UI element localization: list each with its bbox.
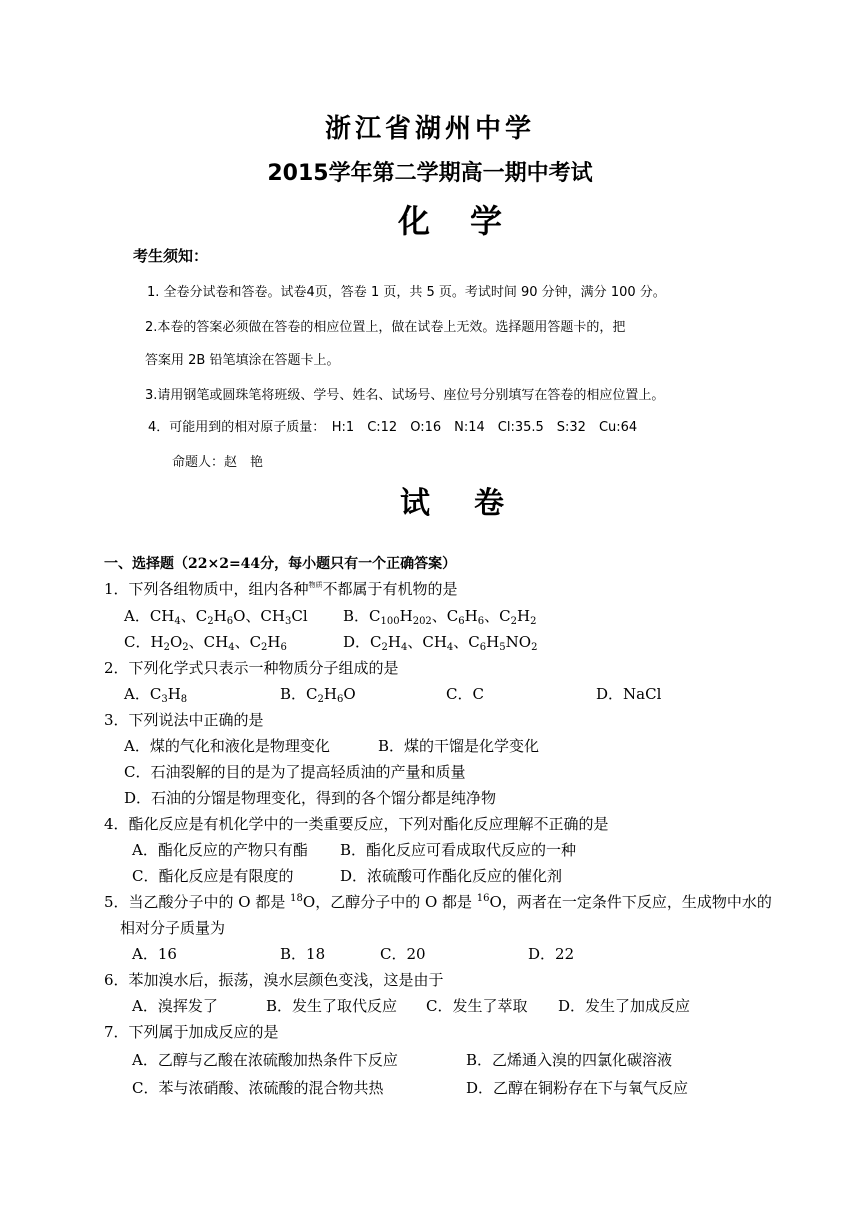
- question-1-option-c: C．$H_2O_2$、$CH_4$、$C_2H_6$: [124, 633, 287, 653]
- question-4-option-a: A．酯化反应的产物只有酯: [132, 841, 308, 859]
- question-5-stem: 5．当乙酸分子中的 O 都是 $^{18}$O，乙醇分子中的 O 都是 $^{16}$O，两者在一定条件下反应，生成物中水的: [104, 893, 772, 911]
- question-2-stem: 2．下列化学式只表示一种物质分子组成的是: [104, 659, 399, 677]
- question-3-option-d: D．石油的分馏是物理变化，得到的各个馏分都是纯净物: [124, 789, 497, 807]
- subject-title: 化学: [397, 202, 542, 240]
- question-6-option-d: D．发生了加成反应: [558, 997, 691, 1015]
- question-7-stem: 7．下列属于加成反应的是: [104, 1023, 279, 1041]
- school-name: 浙江省湖州中学: [324, 114, 535, 144]
- question-3-option-c: C．石油裂解的目的是为了提高轻质油的产量和质量: [124, 763, 466, 781]
- question-4-option-c: C．酯化反应是有限度的: [132, 867, 294, 885]
- question-6-option-a: A．溴挥发了: [132, 997, 218, 1015]
- question-2-option-d: D．NaCl: [596, 685, 662, 703]
- question-2-option-c: C．C: [446, 685, 484, 703]
- question-4-option-d: D．浓硫酸可作酯化反应的催化剂: [340, 867, 563, 885]
- question-2-option-a: A．$C_3H_8$: [124, 685, 188, 705]
- notice-item-2: 2.本卷的答案必须做在答卷的相应位置上，做在试卷上无效。选择题用答题卡的，把: [145, 320, 626, 335]
- question-1-option-d: D．$C_2H_4$、$CH_4$、$C_6H_5NO_2$: [343, 633, 538, 653]
- question-2-option-b: B．$C_2H_6O$: [280, 685, 356, 705]
- question-4-option-b: B．酯化反应可看成取代反应的一种: [340, 841, 577, 859]
- notice-heading: 考生须知：: [133, 247, 209, 265]
- paper-title: 试卷: [400, 486, 548, 521]
- question-1-option-a: A．$CH_4$、$C_2H_6O$、$CH_3Cl$: [124, 607, 308, 627]
- question-6-stem: 6．苯加溴水后，振荡，溴水层颜色变浅，这是由于: [104, 971, 444, 989]
- question-7-option-a: A．乙醇与乙酸在浓硫酸加热条件下反应: [132, 1051, 398, 1069]
- notice-item-2-cont: 答案用 2B 铅笔填涂在答题卡上。: [145, 353, 340, 368]
- notice-item-4: 4．可能用到的相对原子质量： H:1 C:12 O:16 N:14 Cl:35.5 S:32 Cu:64: [148, 420, 638, 435]
- question-7-option-b: B．乙烯通入溴的四氯化碳溶液: [466, 1051, 673, 1069]
- notice-author: 命题人：赵 艳: [172, 455, 264, 470]
- notice-item-3: 3.请用钢笔或圆珠笔将班级、学号、姓名、试场号、座位号分别填写在答卷的相应位置上。: [145, 388, 665, 403]
- question-5-option-b: B．18: [280, 945, 326, 963]
- notice-item-1: 1. 全卷分试卷和答卷。试卷4页，答卷 1 页，共 5 页。考试时间 90 分钟，满分 100 分。: [147, 285, 666, 300]
- question-3-stem: 3．下列说法中正确的是: [104, 711, 264, 729]
- question-6-option-c: C．发生了萃取: [426, 997, 528, 1015]
- question-3-option-a: A．煤的气化和液化是物理变化: [124, 737, 330, 755]
- question-5-option-c: C．20: [380, 945, 426, 963]
- question-6-option-b: B．发生了取代反应: [266, 997, 398, 1015]
- question-5-option-d: D．22: [528, 945, 575, 963]
- question-5-option-a: A．16: [132, 945, 177, 963]
- question-5-stem-cont: 相对分子质量为: [120, 919, 226, 937]
- question-1-option-b: B．$C_{100}H_{202}$、$C_6H_6$、$C_2H_2$: [343, 607, 537, 627]
- question-7-option-d: D．乙醇在铜粉存在下与氧气反应: [466, 1079, 689, 1097]
- question-4-stem: 4．酯化反应是有机化学中的一类重要反应，下列对酯化反应理解不正确的是: [104, 815, 609, 833]
- question-1-stem: 1．下列各组物质中，组内各种$^{物质}$不都属于有机物的是: [104, 580, 458, 598]
- section-heading: 一、选择题（22×2=44分，每小题只有一个正确答案）: [104, 556, 457, 572]
- question-7-option-c: C．苯与浓硝酸、浓硫酸的混合物共热: [132, 1079, 384, 1097]
- exam-title: 2015学年第二学期高一期中考试: [267, 161, 593, 186]
- question-3-option-b: B．煤的干馏是化学变化: [378, 737, 540, 755]
